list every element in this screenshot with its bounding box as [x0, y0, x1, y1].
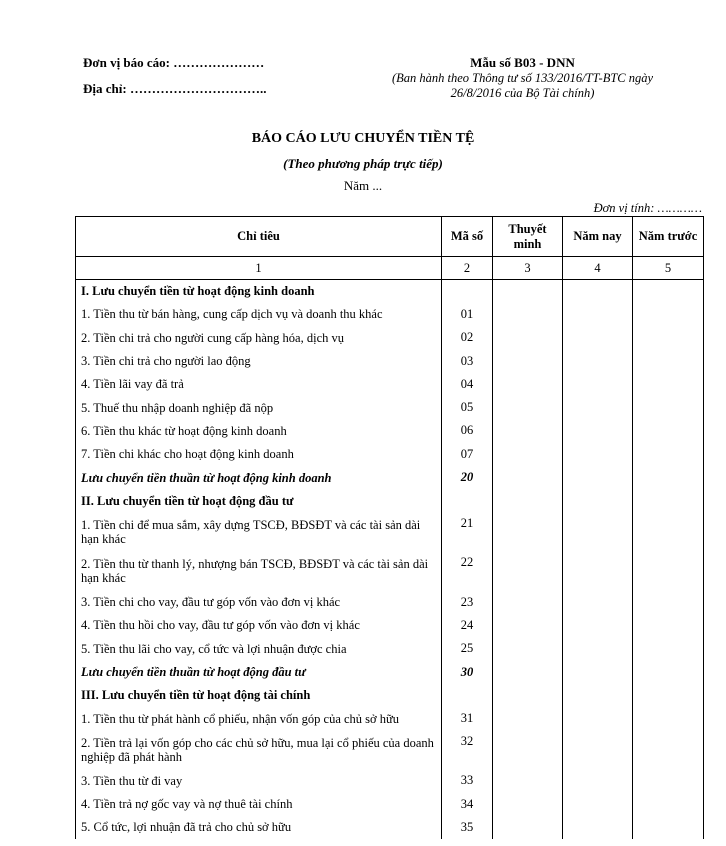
current-year-cell [563, 326, 633, 349]
row-label: 7. Tiền chi khác cho hoạt động kinh doanh [76, 443, 442, 466]
table-row [76, 793, 704, 816]
previous-year-cell [633, 590, 704, 613]
row-code: 25 [442, 637, 493, 660]
row-code: 22 [442, 551, 493, 590]
note-cell [493, 489, 563, 512]
row-label: 1. Tiền chi để mua sắm, xây dựng TSCĐ, BĐSĐT và các tài sản dài hạn khác [76, 512, 442, 551]
previous-year-cell [633, 769, 704, 792]
form-note-line1: (Ban hành theo Thông tư số 133/2016/TT-BTC ngày [391, 71, 654, 85]
row-label: 4. Tiền thu hồi cho vay, đầu tư góp vốn vào đơn vị khác [76, 614, 442, 637]
previous-year-cell [633, 419, 704, 442]
table-row [76, 489, 704, 512]
previous-year-cell [633, 816, 704, 839]
col-header-previous-year: Năm trước [633, 217, 704, 257]
row-label: 4. Tiền lãi vay đã trả [76, 373, 442, 396]
previous-year-cell [633, 466, 704, 489]
form-number: Mẫu số B03 - DNN [470, 55, 575, 70]
previous-year-cell [633, 326, 704, 349]
table-row [76, 326, 704, 349]
row-code: 06 [442, 419, 493, 442]
col-header-current-year: Năm nay [563, 217, 633, 257]
col-number: 4 [563, 257, 633, 280]
col-header-note: Thuyết minh [493, 217, 563, 257]
row-code [442, 280, 493, 303]
row-code: 03 [442, 349, 493, 372]
table-row [76, 396, 704, 419]
row-label: 1. Tiền thu từ bán hàng, cung cấp dịch vụ và doanh thu khác [76, 303, 442, 326]
table-row [76, 614, 704, 637]
current-year-cell [563, 373, 633, 396]
row-code: 02 [442, 326, 493, 349]
row-label: 4. Tiền trả nợ gốc vay và nợ thuê tài chính [76, 793, 442, 816]
table-row [76, 551, 704, 590]
previous-year-cell [633, 793, 704, 816]
previous-year-cell [633, 551, 704, 590]
row-label: 3. Tiền thu từ đi vay [76, 769, 442, 792]
table-row [76, 443, 704, 466]
previous-year-cell [633, 684, 704, 707]
current-year-cell [563, 489, 633, 512]
note-cell [493, 660, 563, 683]
note-cell [493, 373, 563, 396]
header-left [83, 55, 266, 107]
row-code: 31 [442, 707, 493, 730]
table-row [76, 590, 704, 613]
current-year-cell [563, 396, 633, 419]
note-cell [493, 280, 563, 303]
previous-year-cell [633, 614, 704, 637]
col-header-indicator: Chỉ tiêu [76, 217, 442, 257]
row-label: Lưu chuyển tiền thuần từ hoạt động kinh doanh [76, 466, 442, 489]
row-label: 2. Tiền thu từ thanh lý, nhượng bán TSCĐ, BĐSĐT và các tài sản dài hạn khác [76, 551, 442, 590]
table-row [76, 466, 704, 489]
table-row [76, 512, 704, 551]
current-year-cell [563, 637, 633, 660]
row-label: III. Lưu chuyển tiền từ hoạt động tài chính [76, 684, 442, 707]
row-label: 5. Thuế thu nhập doanh nghiệp đã nộp [76, 396, 442, 419]
note-cell [493, 326, 563, 349]
table-row [76, 349, 704, 372]
current-year-cell [563, 466, 633, 489]
col-number: 3 [493, 257, 563, 280]
row-code: 23 [442, 590, 493, 613]
table-row [76, 769, 704, 792]
col-number: 5 [633, 257, 704, 280]
table-row [76, 730, 704, 769]
previous-year-cell [633, 730, 704, 769]
address: Địa chỉ: ………………………….. [83, 81, 267, 96]
row-code: 21 [442, 512, 493, 551]
current-year-cell [563, 590, 633, 613]
current-year-cell [563, 707, 633, 730]
row-label: 3. Tiền chi cho vay, đầu tư góp vốn vào đơn vị khác [76, 590, 442, 613]
note-cell [493, 349, 563, 372]
col-header-code: Mã số [442, 217, 493, 257]
row-label: 6. Tiền thu khác từ hoạt động kinh doanh [76, 419, 442, 442]
note-cell [493, 396, 563, 419]
previous-year-cell [633, 489, 704, 512]
note-cell [493, 793, 563, 816]
previous-year-cell [633, 280, 704, 303]
previous-year-cell [633, 443, 704, 466]
current-year-cell [563, 730, 633, 769]
table-header-row [76, 217, 704, 257]
current-year-cell [563, 660, 633, 683]
previous-year-cell [633, 349, 704, 372]
row-code: 01 [442, 303, 493, 326]
row-code: 05 [442, 396, 493, 419]
current-year-cell [563, 303, 633, 326]
row-code: 20 [442, 466, 493, 489]
previous-year-cell [633, 396, 704, 419]
row-code: 32 [442, 730, 493, 769]
note-cell [493, 637, 563, 660]
note-cell [493, 707, 563, 730]
table-row [76, 707, 704, 730]
current-year-cell [563, 280, 633, 303]
report-subtitle: (Theo phương pháp trực tiếp) [283, 156, 443, 171]
table-body [76, 280, 704, 840]
table-row [76, 280, 704, 303]
row-code [442, 684, 493, 707]
note-cell [493, 419, 563, 442]
header-right [370, 55, 675, 101]
row-label: II. Lưu chuyển tiền từ hoạt động đầu tư [76, 489, 442, 512]
row-code: 04 [442, 373, 493, 396]
row-label: 2. Tiền chi trả cho người cung cấp hàng hóa, dịch vụ [76, 326, 442, 349]
table-row [76, 684, 704, 707]
column-number-row [76, 257, 704, 280]
col-number: 1 [76, 257, 442, 280]
cash-flow-table [75, 216, 704, 839]
note-cell [493, 443, 563, 466]
previous-year-cell [633, 373, 704, 396]
row-code: 33 [442, 769, 493, 792]
row-code: 07 [442, 443, 493, 466]
previous-year-cell [633, 512, 704, 551]
row-code: 34 [442, 793, 493, 816]
current-year-cell [563, 551, 633, 590]
table-row [76, 637, 704, 660]
table-row [76, 660, 704, 683]
note-cell [493, 816, 563, 839]
current-year-cell [563, 349, 633, 372]
row-label: 5. Cổ tức, lợi nhuận đã trả cho chủ sở hữu [76, 816, 442, 839]
note-cell [493, 769, 563, 792]
table-row [76, 373, 704, 396]
row-label: 1. Tiền thu từ phát hành cổ phiếu, nhận vốn góp của chủ sở hữu [76, 707, 442, 730]
current-year-cell [563, 684, 633, 707]
reporting-unit: Đơn vị báo cáo: ………………… [83, 55, 265, 70]
current-year-cell [563, 512, 633, 551]
current-year-cell [563, 769, 633, 792]
col-number: 2 [442, 257, 493, 280]
note-cell [493, 590, 563, 613]
current-year-cell [563, 793, 633, 816]
row-code: 24 [442, 614, 493, 637]
note-cell [493, 614, 563, 637]
note-cell [493, 730, 563, 769]
row-label: 3. Tiền chi trả cho người lao động [76, 349, 442, 372]
table-row [76, 419, 704, 442]
note-cell [493, 303, 563, 326]
previous-year-cell [633, 303, 704, 326]
table-row [76, 816, 704, 839]
row-label: I. Lưu chuyển tiền từ hoạt động kinh doanh [76, 280, 442, 303]
previous-year-cell [633, 660, 704, 683]
note-cell [493, 684, 563, 707]
report-title: BÁO CÁO LƯU CHUYỂN TIỀN TỆ [251, 131, 475, 146]
current-year-cell [563, 419, 633, 442]
note-cell [493, 512, 563, 551]
report-year: Năm ... [343, 178, 383, 193]
row-code [442, 489, 493, 512]
previous-year-cell [633, 637, 704, 660]
row-label: Lưu chuyển tiền thuần từ hoạt động đầu tư [76, 660, 442, 683]
row-label: 5. Tiền thu lãi cho vay, cổ tức và lợi nhuận được chia [76, 637, 442, 660]
note-cell [493, 551, 563, 590]
currency-unit: Đơn vị tính: ………… [593, 201, 702, 215]
row-label: 2. Tiền trả lại vốn góp cho các chủ sở hữu, mua lại cổ phiếu của doanh nghiệp đã phát hành [76, 730, 442, 769]
row-code: 35 [442, 816, 493, 839]
current-year-cell [563, 816, 633, 839]
row-code: 30 [442, 660, 493, 683]
current-year-cell [563, 443, 633, 466]
form-note-line2: 26/8/2016 của Bộ Tài chính) [450, 86, 595, 100]
current-year-cell [563, 614, 633, 637]
previous-year-cell [633, 707, 704, 730]
note-cell [493, 466, 563, 489]
table-row [76, 303, 704, 326]
